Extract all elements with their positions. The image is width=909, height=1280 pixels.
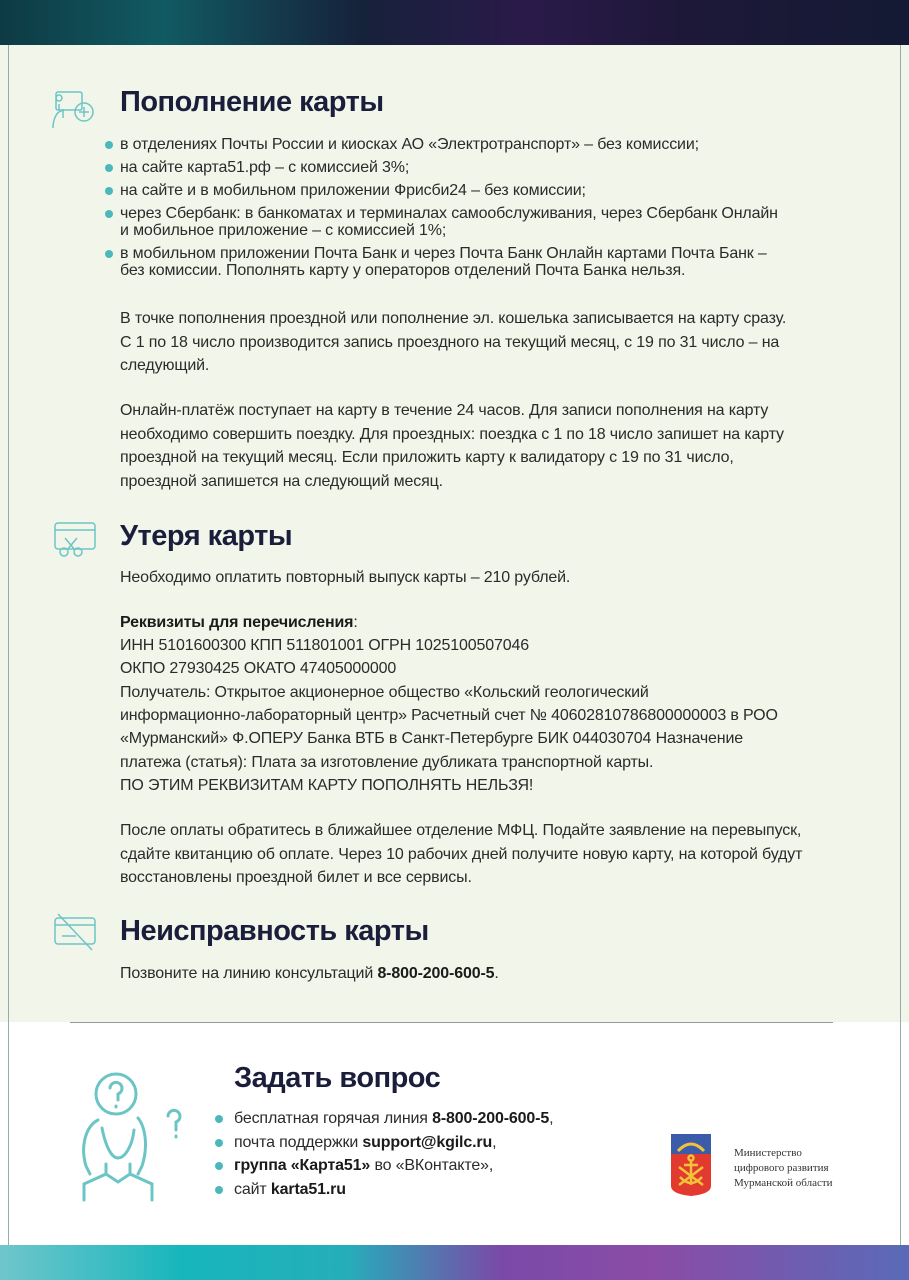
section-title-topup: Пополнение карты xyxy=(120,86,384,118)
list-item-line: на сайте карта51.рф – с комиссией 3%; xyxy=(120,159,410,176)
section-title-loss: Утеря карты xyxy=(120,520,293,552)
contact-label: бесплатная горячая линия xyxy=(234,1110,433,1127)
requisites-line: ПО ЭТИМ РЕКВИЗИТАМ КАРТУ ПОПОЛНЯТЬ НЕЛЬЗЯ! xyxy=(120,776,534,794)
section-title-ask: Задать вопрос xyxy=(234,1062,441,1094)
murmansk-coat-of-arms-icon xyxy=(670,1133,712,1197)
contact-link[interactable]: support@kgilc.ru xyxy=(362,1133,493,1151)
requisites-line: ИНН 5101600300 КПП 511801001 ОГРН 1025100507046 xyxy=(120,637,530,654)
paragraph-line: После оплаты обратитесь в ближайшее отделение МФЦ. Подайте заявление на перевыпуск, xyxy=(120,822,802,839)
bullet-dot xyxy=(215,1139,223,1147)
ministry-line: Министерство xyxy=(734,1147,802,1159)
contact-link[interactable]: karta51.ru xyxy=(270,1181,346,1199)
fault-text xyxy=(120,962,499,985)
paragraph-line: сдайте квитанцию об оплате. Через 10 рабочих дней получите новую карту, на которой будут xyxy=(120,845,803,863)
paragraph-line: С 1 по 18 число производится запись проездного на текущий месяц, с 19 по 31 число – на xyxy=(120,333,780,351)
requisites-colon: : xyxy=(353,614,358,631)
contact-item xyxy=(234,1107,553,1130)
fault-text-end: . xyxy=(494,965,499,982)
bullet-dot xyxy=(105,210,113,218)
ministry-line: цифрового развития xyxy=(734,1162,829,1174)
paragraph-line: В точке пополнения проездной или пополнение эл. кошелька записывается на карту сразу. xyxy=(120,310,787,327)
requisites-line: «Мурманский» Ф.ОПЕРУ Банка ВТБ в Санкт-Петербурге БИК 044030704 Назначение xyxy=(120,730,744,748)
section-title-fault: Неисправность карты xyxy=(120,915,429,947)
bottom-gradient-bar xyxy=(0,1245,909,1280)
list-item-line: и мобильное приложение – с комиссией 1%; xyxy=(120,222,447,239)
bullet-dot xyxy=(105,187,113,195)
divider xyxy=(70,1022,833,1023)
card-plus-icon xyxy=(50,90,100,132)
requisites-line: ОКПО 27930425 ОКАТО 47405000000 xyxy=(120,660,397,678)
contact-suffix: , xyxy=(492,1133,497,1151)
contact-item xyxy=(234,1154,493,1177)
contact-link[interactable]: группа «Карта51» xyxy=(234,1157,371,1175)
card-crossed-icon xyxy=(50,912,100,952)
contact-label: почта поддержки xyxy=(234,1133,363,1151)
bullet-dot xyxy=(105,250,113,258)
fault-phone-link[interactable]: 8-800-200-600-5 xyxy=(377,965,495,982)
paragraph-line: восстановлены проездной билет и все сервисы. xyxy=(120,869,472,886)
ministry-name xyxy=(734,1146,833,1191)
requisites-line: Получатель: Открытое акционерное общество «Кольский геологический xyxy=(120,683,649,701)
list-item-line: в мобильном приложении Почта Банк и через Почта Банк Онлайн картами Почта Банк – xyxy=(120,245,767,262)
contact-label: сайт xyxy=(234,1181,271,1199)
contact-item xyxy=(234,1178,346,1201)
paragraph-line: Онлайн-платёж поступает на карту в течение 24 часов. Для записи пополнения на карту xyxy=(120,402,769,419)
paragraph-line: необходимо совершить поездку. Для проездных: поездка с 1 по 18 число запишет на карту xyxy=(120,425,784,443)
paragraph-line: проездной на текущий месяц. Если приложить карту к валидатору с 19 по 31 число, xyxy=(120,449,734,466)
list-item-line: в отделениях Почты России и киосках АО «Электротранспорт» – без комиссии; xyxy=(120,136,699,153)
paragraph-line: проездной запишется на следующий месяц. xyxy=(120,472,443,490)
requisites-label xyxy=(120,611,358,634)
ministry-line: Мурманской области xyxy=(734,1177,833,1189)
requisites-label-bold: Реквизиты для перечисления xyxy=(120,614,354,631)
person-question-icon xyxy=(68,1068,188,1203)
top-gradient-bar xyxy=(0,0,909,45)
requisites-line: платежа (статья): Плата за изготовление дубликата транспортной карты. xyxy=(120,753,654,771)
bullet-dot xyxy=(215,1115,223,1123)
contact-suffix: , xyxy=(549,1110,554,1127)
contact-item xyxy=(234,1131,496,1154)
requisites-line: информационно-лабораторный центр» Расчетный счет № 40602810786800000003 в РОО xyxy=(120,706,778,724)
paragraph-line: следующий. xyxy=(120,357,210,374)
card-cut-icon xyxy=(50,520,100,560)
list-item-line: на сайте и в мобильном приложении Фрисби24 – без комиссии; xyxy=(120,182,586,199)
contact-suffix: во «ВКонтакте», xyxy=(370,1157,494,1175)
list-item-line: через Сбербанк: в банкоматах и терминалах самообслуживания, через Сбербанк Онлайн xyxy=(120,205,778,222)
list-item-line: без комиссии. Пополнять карту у операторов отделений Почта Банка нельзя. xyxy=(120,262,686,279)
contact-link[interactable]: 8-800-200-600-5 xyxy=(432,1110,550,1127)
bullet-dot xyxy=(105,141,113,149)
bullet-dot xyxy=(105,164,113,172)
loss-fee-text: Необходимо оплатить повторный выпуск карты – 210 рублей. xyxy=(120,569,571,586)
fault-text-label: Позвоните на линию консультаций xyxy=(120,965,378,982)
